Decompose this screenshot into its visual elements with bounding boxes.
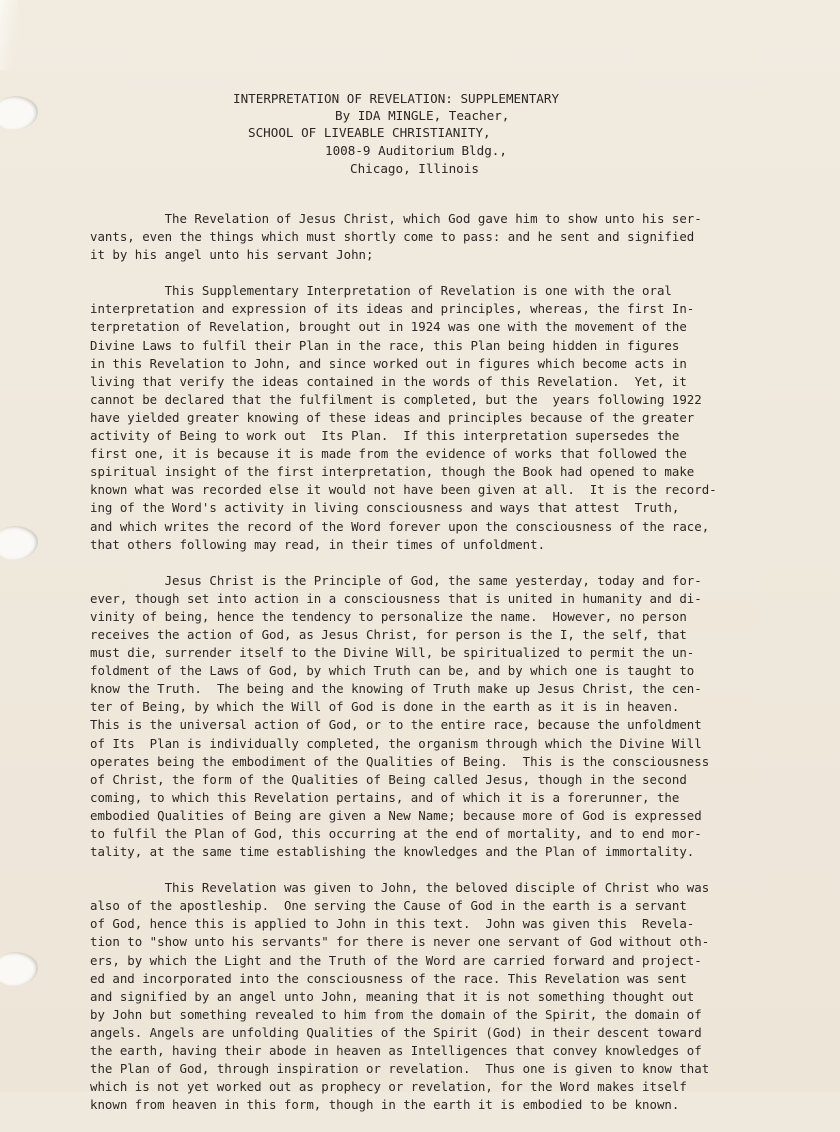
paragraph-line: the Plan of God, through inspiration or revelation. Thus one is given to know that	[90, 1061, 710, 1077]
address-line: 1008-9 Auditorium Bldg.,	[325, 143, 507, 158]
page-corner-fold	[0, 0, 18, 70]
paragraph-line: This is the universal action of God, or to the entire race, because the unfoldment	[90, 717, 702, 733]
paragraph-line: living that verify the ideas contained in the words of this Revelation. Yet, it	[90, 373, 687, 389]
paragraph-line: vants, even the things which must shortly come to pass: and he sent and signified	[90, 229, 695, 245]
paragraph-line: know the Truth. The being and the knowing of Truth make up Jesus Christ, the cen-	[90, 681, 702, 697]
paragraph-line: of Its Plan is individually completed, the organism through which the Divine Will	[90, 735, 702, 751]
paragraph-line: operates being the embodiment of the Qualities of Being. This is the consciousness	[90, 753, 710, 769]
paragraph-line: in this Revelation to John, and since worked out in figures which become acts in	[90, 355, 687, 371]
paragraph-line: of Christ, the form of the Qualities of Being called Jesus, though in the second	[90, 771, 687, 787]
paragraph-line: to fulfil the Plan of God, this occurring at the end of mortality, and to end mor-	[90, 826, 702, 841]
paragraph-line: known what was recorded else it would not have been given at all. It is the record-	[90, 482, 717, 498]
paragraph-line: interpretation and expression of its ideas and principles, whereas, the first In-	[90, 301, 695, 317]
paragraph-line: Jesus Christ is the Principle of God, the same yesterday, today and for-	[90, 572, 702, 588]
author-line: By IDA MINGLE, Teacher,	[335, 108, 510, 123]
paragraph-line: also of the apostleship. One serving the Cause of God in the earth is a servant	[90, 898, 687, 914]
paragraph-line: ever, though set into action in a consciousness that is united in humanity and di-	[90, 590, 702, 606]
paragraph-line: ed and incorporated into the consciousness of the race. This Revelation was sent	[90, 970, 687, 986]
paragraph-line: that others following may read, in their times of unfoldment.	[90, 536, 546, 552]
paragraph	[90, 210, 800, 264]
paragraph-line: foldment of the Laws of God, by which Truth can be, and by which one is taught to	[90, 663, 695, 679]
paragraph-line: The Revelation of Jesus Christ, which God gave him to show unto his ser-	[90, 211, 702, 226]
paragraph-line: which is not yet worked out as prophecy or revelation, for the Word makes itself	[90, 1079, 687, 1095]
paragraph-line: and which writes the record of the Word forever upon the consciousness of the race,	[90, 518, 710, 534]
paragraph-line: activity of Being to work out Its Plan. If this interpretation supersedes the	[90, 428, 680, 444]
paragraph-line: This Revelation was given to John, the beloved disciple of Christ who was	[90, 880, 710, 896]
paragraph-line: must die, surrender itself to the Divine Will, be spiritualized to permit the un-	[90, 645, 695, 661]
paragraph-line: and signified by an angel unto John, meaning that it is not something thought out	[90, 988, 695, 1004]
document-title: INTERPRETATION OF REVELATION: SUPPLEMENTARY	[233, 91, 560, 106]
paragraph-line: have yielded greater knowing of these ideas and principles because of the greater	[90, 409, 695, 425]
paragraph-line: Divine Laws to fulfil their Plan in the race, this Plan being hidden in figures	[90, 337, 680, 353]
paragraph-line: spiritual insight of the first interpretation, though the Book had opened to make	[90, 464, 695, 480]
paragraph-line: ter of Being, by which the Will of God is done in the earth as it is in heaven.	[90, 699, 680, 715]
paragraph-line: tion to "show unto his servants" for there is never one servant of God without oth-	[90, 934, 710, 950]
paragraph-line: tality, at the same time establishing the knowledges and the Plan of immortality.	[90, 844, 695, 860]
paragraph-line: ers, by which the Light and the Truth of the Word are carried forward and project-	[90, 952, 702, 968]
paragraph-line: embodied Qualities of Being are given a New Name; because more of God is expressed	[90, 807, 702, 823]
paragraph-line: coming, to which this Revelation pertains, and of which it is a forerunner, the	[90, 789, 680, 805]
paragraph-line: the earth, having their abode in heaven as Intelligences that convey knowledges of	[90, 1043, 702, 1059]
paragraph-line: cannot be declared that the fulfilment is completed, but the years following 1922	[90, 391, 702, 407]
paragraph-line: it by his angel unto his servant John;	[90, 247, 374, 263]
paragraph-line: ing of the Word's activity in living consciousness and ways that attest Truth,	[90, 500, 680, 516]
binder-hole-top	[0, 96, 38, 130]
binder-hole-bottom	[0, 952, 38, 986]
paragraph	[90, 879, 800, 1114]
paragraph-line: receives the action of God, as Jesus Christ, for person is the I, the self, that	[90, 626, 687, 642]
paragraph-line: angels. Angels are unfolding Qualities of the Spirit (God) in their descent toward	[90, 1024, 702, 1040]
binder-hole-middle	[0, 526, 38, 560]
paragraph-line: by John but something revealed to him from the domain of the Spirit, the domain of	[90, 1006, 702, 1022]
school-name: SCHOOL OF LIVEABLE CHRISTIANITY,	[248, 125, 491, 140]
paragraph-line: of God, hence this is applied to John in this text. John was given this Revela-	[90, 916, 695, 932]
paragraph	[90, 572, 800, 862]
paragraph	[90, 282, 800, 553]
paragraph-line: vinity of being, hence the tendency to personalize the name. However, no person	[90, 608, 687, 624]
document-body	[90, 210, 800, 1132]
paragraph-line: This Supplementary Interpretation of Revelation is one with the oral	[90, 283, 672, 299]
city-line: Chicago, Illinois	[350, 161, 479, 176]
paragraph-line: known from heaven in this form, though in the earth it is embodied to be known.	[90, 1097, 680, 1113]
paragraph-line: first one, it is because it is made from the evidence of works that followed the	[90, 446, 687, 462]
paragraph-line: terpretation of Revelation, brought out in 1924 was one with the movement of the	[90, 319, 687, 335]
